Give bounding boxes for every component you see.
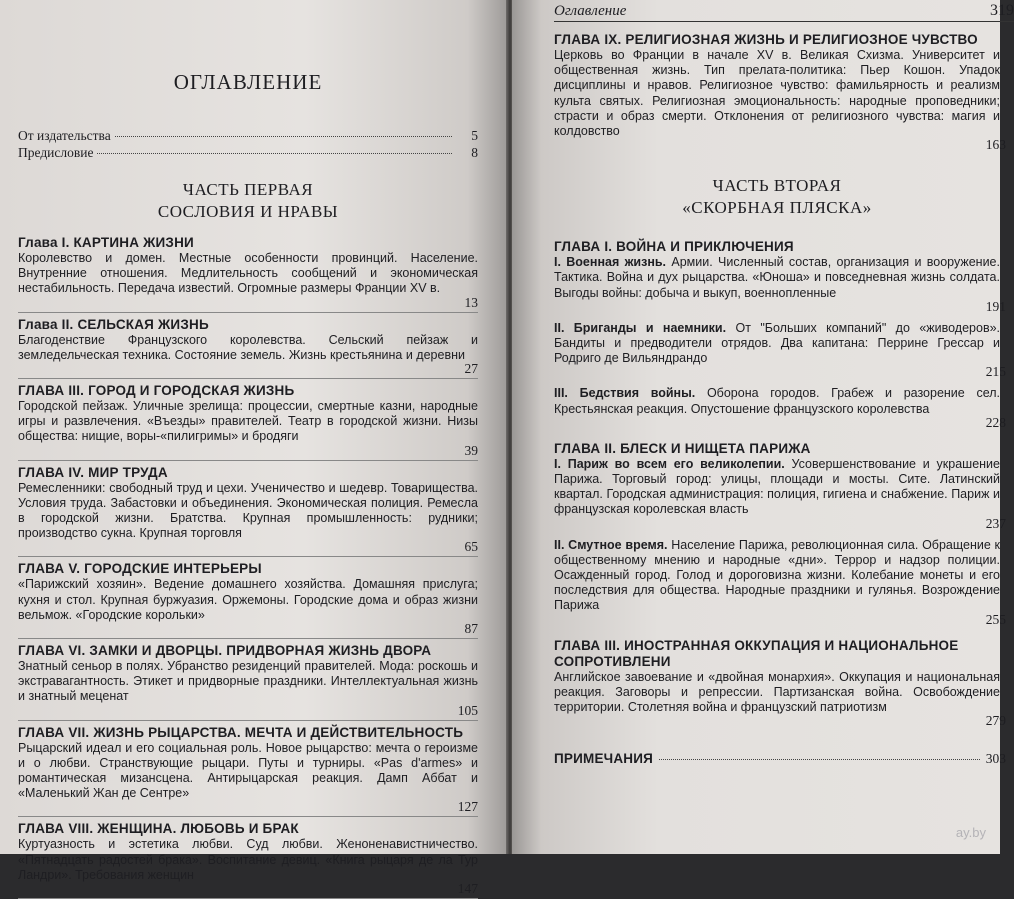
chapter-page: 39 [464,442,478,458]
front-matter-item [18,127,478,144]
chapter-entry [18,235,478,313]
chapter-summary: Благоденствие Французского королевства. Сельский пейзаж и земледельческая техника. Состояние земель. Жизнь крестьянина и деревни [18,332,478,362]
chapter-title: ГЛАВА VIII. ЖЕНЩИНА. ЛЮБОВЬ И БРАК [18,821,299,837]
chapter-page: 87 [464,621,478,637]
chapter-section [554,669,1006,730]
section-page: 191 [985,298,1006,314]
dot-leader [97,153,452,154]
toc-title: ОГЛАВЛЕНИЕ [173,70,323,94]
front-matter-label: Предисловие [18,145,94,160]
notes-label: ПРИМЕЧАНИЯ [554,751,654,767]
watermark: ay.by [955,825,986,840]
chapter-summary: Куртуазность и эстетика любви. Суд любви. Женоненавистничество. «Пятнадцать радостей брака». Воспитание девиц. «Книга рыцаря де ла Тур Ландри». Требования женщин [18,837,478,882]
chapter-title: ГЛАВА VI. ЗАМКИ И ДВОРЦЫ. ПРИДВОРНАЯ ЖИЗНЬ ДВОРА [18,643,432,659]
chapter-entry [18,465,478,558]
dot-leader [115,136,452,137]
chapter-title: ГЛАВА VII. ЖИЗНЬ РЫЦАРСТВА. МЕЧТА И ДЕЙСТВИТЕЛЬНОСТЬ [18,724,464,740]
chapter-title: ГЛАВА IV. МИР ТРУДА [18,464,168,480]
part-one-label: ЧАСТЬ ПЕРВАЯ [182,180,314,199]
left-chapter-list [18,235,478,899]
section-heading: III. Бедствия войны. [554,386,696,401]
section-summary [554,321,1000,367]
chapter-entry [554,32,1006,153]
chapter-page: 13 [464,294,478,310]
section-text: От "Больших компаний" до «живодеров». Бандиты и предводители отрядов. Два капитана: Перрине Грессар и Родриго де Вильяндрандо [554,320,1001,366]
chapter-summary: «Парижский хозяин». Ведение домашнего хозяйства. Домашняя прислуга; кухня и стол. Крупная буржуазия. Оржемоны. Городские дома и образ жизни вельмож. «Городские корольки» [18,577,478,622]
part-one-title: СОСЛОВИЯ И НРАВЫ [157,202,339,221]
section-summary [554,538,1000,614]
section-text: Усовершенствование и украшение Парижа. Торговый город: улицы, площади и мосты. Сите. Латинский квартал. Городская администрация: полиция, гигиена и снабжение. Париж и французская королевская власть [554,456,1000,517]
section-text: Армии. Численный состав, организация и вооружение. Тактика. Война и дух рыцарства. «Юноша» и повседневная жизнь солдата. Выгоды войны: добыча и выкуп, военнопленные [554,255,1000,300]
left-page [0,0,508,897]
chapter-page: 105 [457,702,478,718]
section-text: Английское завоевание и «двойная монархия». Оккупация и национальная реакция. Заговоры и репрессии. Партизанская война. Освобождение территории. Столетняя война и французский патриотизм [554,669,1000,715]
section-text: Оборона городов. Грабеж и разорение сел. Крестьянская реакция. Опустошение французского королевства [554,386,1000,416]
chapter-title: ГЛАВА III. ГОРОД И ГОРОДСКАЯ ЖИЗНЬ [18,383,295,399]
chapter-title: ГЛАВА I. ВОЙНА И ПРИКЛЮЧЕНИЯ [554,239,794,255]
chapter-entry [18,821,478,899]
chapter-page: 163 [985,137,1006,153]
section-text: Население Парижа, революционная сила. Обращение к общественному мнению и народные «дни». Террор и надзор полиции. Осажденный город. Голод и дороговизна жизни. Колебание монеты и его последствия для общества. Народные праздники и гулянья. Возрождение Парижа [554,537,1000,613]
chapter-section [554,537,1006,628]
section-heading: I. Париж во всем его великолепии. [554,456,785,471]
chapter-entry [18,317,478,379]
running-head [554,0,1014,22]
dot-leader [659,759,980,760]
chapter-entry [554,239,1006,431]
section-page: 228 [985,414,1006,430]
part-two-label: ЧАСТЬ ВТОРАЯ [712,176,842,196]
chapter-entry [554,440,1006,628]
chapter-title: Глава I. КАРТИНА ЖИЗНИ [18,235,194,250]
chapter-title: ГЛАВА V. ГОРОДСКИЕ ИНТЕРЬЕРЫ [18,561,262,577]
part-two-heading [554,175,1000,219]
front-matter-page: 5 [471,128,478,143]
chapter-summary: Королевство и домен. Местные особенности провинций. Население. Внутренние отношения. Медлительность сообщений и экономическая нестабильность. Передача известий. Огромные размеры Франции XV в. [18,251,478,296]
page-number: 319 [990,2,1014,19]
running-head-title: Оглавление [554,3,627,19]
front-matter-page: 8 [471,145,478,160]
chapter-entry [18,725,478,818]
section-summary [554,386,1000,416]
chapter-title: ГЛАВА IX. РЕЛИГИОЗНАЯ ЖИЗНЬ И РЕЛИГИОЗНОЕ ЧУВСТВО [554,32,978,47]
chapter-title: Глава II. СЕЛЬСКАЯ ЖИЗНЬ [18,316,209,332]
chapter-summary: Церковь во Франции в начале XV в. Великая Схизма. Университет и общественная жизнь. Тип прелата-политика: Пьер Кошон. Упадок дисциплины и нравов. Религиозное чувство: фамильярность и реализм культа святых. Религиозная эмоциональность: народные проповедники; страсти и образ смерти. Отклонения от религиозного чувства: магия и колдовство [554,48,1000,139]
section-page: 215 [985,364,1006,380]
right-page [512,0,1014,854]
chapter-section [554,386,1006,430]
chapter-entry [18,561,478,639]
chapter-page: 127 [457,799,478,815]
part-two-title: «СКОРБНАЯ ПЛЯСКА» [682,198,872,218]
section-page: 255 [985,611,1006,627]
chapter-entry [18,643,478,721]
section-summary [554,670,1000,716]
section-heading: II. Бриганды и наемники. [554,320,727,335]
chapter-summary: Рыцарский идеал и его социальная роль. Новое рыцарство: мечта о героизме и о любви. Странствующие рыцари. Путы и турниры. «Pas d'armes» и романтическая мизансцена. Антирыцарская реакция. Дамп Аббат и «Маленький Жан де Сентре» [18,740,478,801]
chapter-summary: Городской пейзаж. Уличные зрелища: процессии, смертные казни, народные игры и развлечения. «Въезды» правителей. Театр в городской жизни. Низы общества: нищие, воры-«пилигримы» и бродяги [18,399,478,444]
section-heading: II. Смутное время. [554,537,668,552]
chapter-summary: Ремесленники: свободный труд и цехи. Ученичество и шедевр. Товарищества. Условия труда. Забастовки и объединения. Экономическая полиция. Ремесла в городской жизни. Братства. Крупная промышленность: рудники; производство сукна. Крупная торговля [18,480,478,541]
chapter-section [554,456,1006,532]
chapter-section [554,320,1006,381]
front-matter [18,127,478,161]
section-page: 279 [985,713,1006,729]
part-one-heading [18,179,478,223]
chapter-section [554,255,1006,315]
chapter-title: ГЛАВА III. ИНОСТРАННАЯ ОККУПАЦИЯ И НАЦИОНАЛЬНОЕ СОПРОТИВЛЕНИ [554,637,959,669]
chapter-entry [554,637,1006,730]
section-page: 237 [985,515,1006,531]
section-heading: I. Военная жизнь. [554,255,667,270]
chapter-title: ГЛАВА II. БЛЕСК И НИЩЕТА ПАРИЖА [554,440,811,456]
front-matter-label: От издательства [18,128,111,143]
front-matter-item [18,144,478,161]
notes-entry [554,751,1006,767]
notes-page: 303 [985,751,1006,767]
chapter-page: 27 [464,361,478,377]
chapter-entry [18,383,478,461]
chapter-page: 147 [457,881,478,897]
section-summary [554,457,1000,518]
chapter-summary: Знатный сеньор в полях. Убранство резиденций правителей. Мода: роскошь и экстравагантность. Этикет и придворные праздники. Интеллектуальная жизнь и знатный меценат [18,659,478,704]
section-summary [554,255,1000,301]
chapter-page: 65 [464,539,478,555]
